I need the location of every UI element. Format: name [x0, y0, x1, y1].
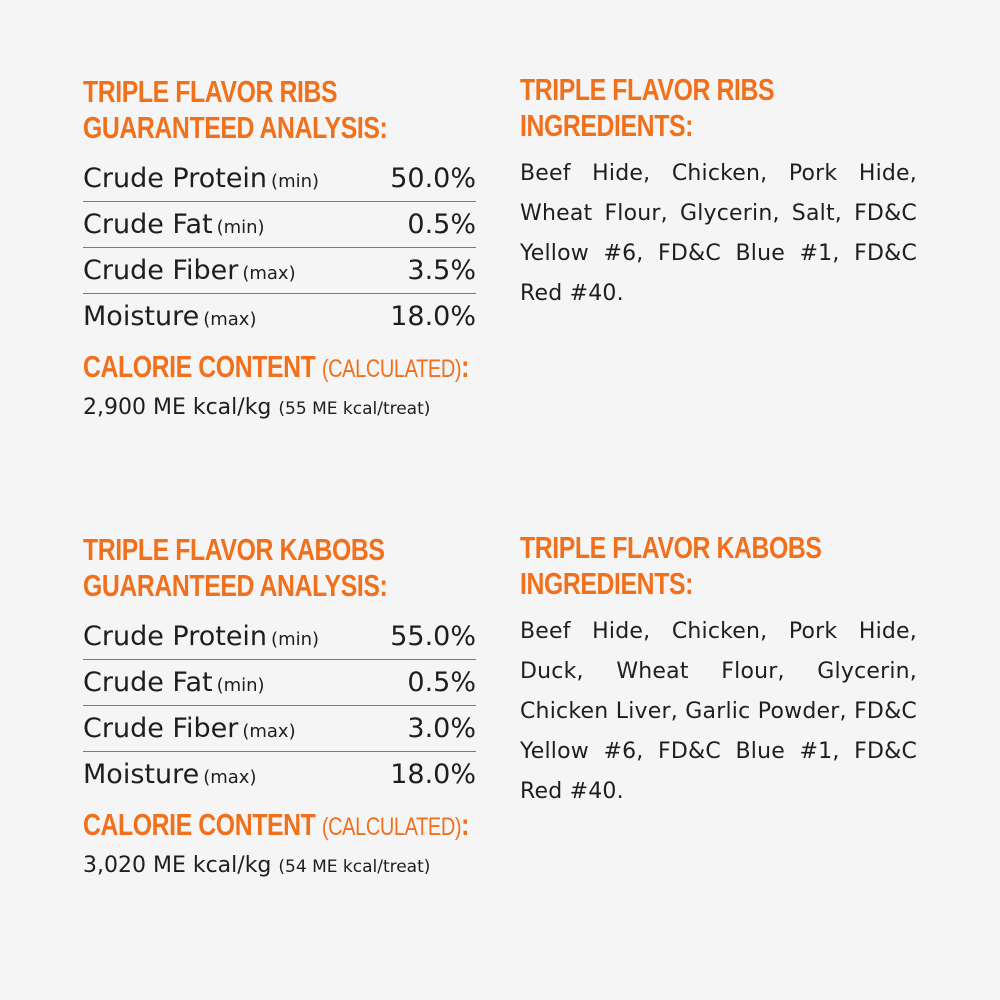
analysis-row: Crude Fiber (max) 3.0%	[83, 706, 476, 752]
ribs-ingredients-text: Beef Hide, Chicken, Pork Hide, Wheat Flour, Glycerin, Salt, FD&C Yellow #6, FD&C Blue #1, FD&C Red #40.	[520, 161, 917, 306]
analysis-row: Crude Fat (min) 0.5%	[83, 660, 476, 706]
kabobs-calorie-heading: CALORIE CONTENT (CALCULATED):	[83, 807, 470, 842]
analysis-value: 55.0%	[390, 621, 476, 652]
analysis-value: 50.0%	[390, 163, 476, 194]
analysis-row: Crude Protein (min) 55.0%	[83, 614, 476, 660]
ribs-analysis-panel	[83, 74, 476, 420]
kabobs-ingredients-text: Beef Hide, Chicken, Pork Hide, Duck, Wheat Flour, Glycerin, Chicken Liver, Garlic Powder, FD&C Yellow #6, FD&C Blue #1, FD&C Red #40.	[520, 619, 917, 804]
kabobs-analysis-heading: TRIPLE FLAVOR KABOBS GUARANTEED ANALYSIS:	[83, 532, 388, 603]
analysis-row: Crude Fiber (max) 3.5%	[83, 248, 476, 294]
analysis-row: Moisture (max) 18.0%	[83, 294, 476, 339]
kabobs-ingredients-heading: TRIPLE FLAVOR KABOBS INGREDIENTS:	[520, 530, 822, 601]
analysis-value: 3.0%	[407, 713, 476, 744]
kabobs-analysis-table	[83, 614, 476, 797]
analysis-value: 0.5%	[407, 667, 476, 698]
ribs-analysis-table	[83, 156, 476, 339]
kabobs-analysis-panel	[83, 532, 476, 878]
analysis-row: Crude Protein (min) 50.0%	[83, 156, 476, 202]
kabobs-calorie-value: 3,020 ME kcal/kg (54 ME kcal/treat)	[83, 853, 431, 878]
analysis-value: 0.5%	[407, 209, 476, 240]
ribs-ingredients-panel	[520, 72, 917, 336]
kabobs-ingredients-panel	[520, 530, 917, 834]
ribs-calorie-heading: CALORIE CONTENT (CALCULATED):	[83, 349, 470, 384]
ribs-analysis-heading: TRIPLE FLAVOR RIBS GUARANTEED ANALYSIS:	[83, 74, 388, 145]
ribs-calorie-value: 2,900 ME kcal/kg (55 ME kcal/treat)	[83, 395, 431, 420]
analysis-value: 3.5%	[407, 255, 476, 286]
analysis-row: Crude Fat (min) 0.5%	[83, 202, 476, 248]
analysis-value: 18.0%	[390, 759, 476, 790]
ribs-ingredients-heading: TRIPLE FLAVOR RIBS INGREDIENTS:	[520, 72, 775, 143]
analysis-row: Moisture (max) 18.0%	[83, 752, 476, 797]
analysis-value: 18.0%	[390, 301, 476, 332]
